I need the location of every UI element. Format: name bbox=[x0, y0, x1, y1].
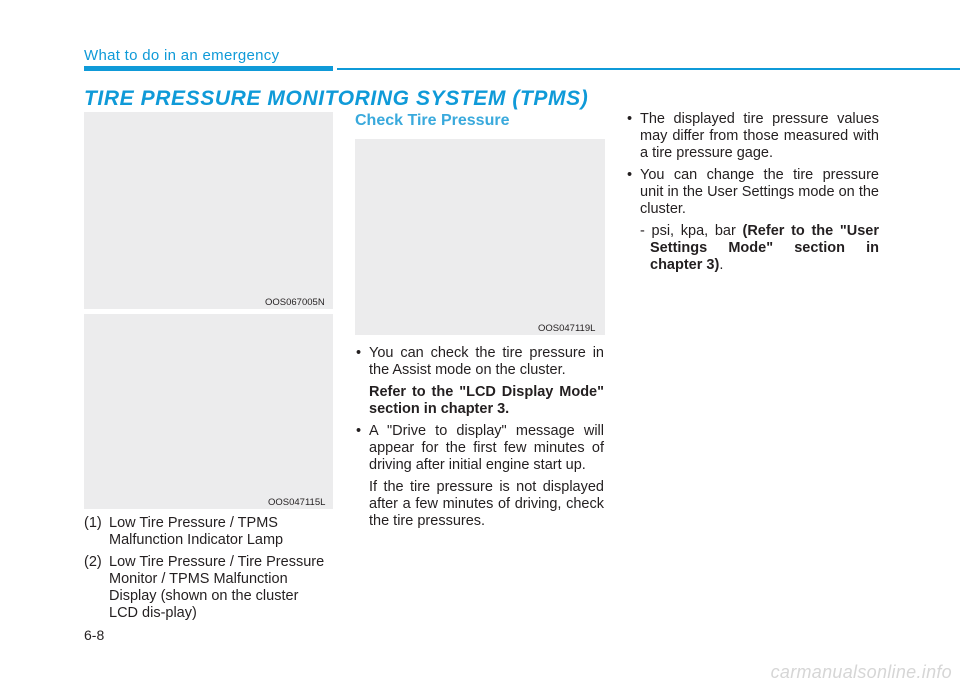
list-item-note: Refer to the "LCD Display Mode" section in chapter 3. bbox=[369, 384, 604, 417]
caption-item bbox=[84, 515, 329, 549]
bullet-glyph: • bbox=[627, 111, 633, 127]
page-number: 6-8 bbox=[84, 627, 105, 643]
list-item bbox=[626, 111, 879, 162]
list-item-text: You can change the tire pressure unit in the User Settings mode on the cluster. bbox=[640, 167, 879, 217]
cluster-indicator-image bbox=[84, 112, 333, 309]
watermark: carmanualsonline.info bbox=[770, 662, 952, 682]
cluster-lcd-image bbox=[84, 314, 333, 509]
unit-options-note bbox=[640, 223, 879, 274]
list-item-text: The displayed tire pressure values may differ from those measured with a tire pressure gage. bbox=[640, 111, 879, 161]
header-rule-thin bbox=[337, 68, 960, 70]
unit-options-suffix: . bbox=[719, 257, 724, 273]
check-bullet-list bbox=[355, 345, 604, 535]
right-bullet-list bbox=[626, 111, 879, 279]
caption-number: (2) bbox=[84, 554, 102, 570]
caption-item bbox=[84, 554, 329, 622]
unit-options-reference: (Refer to the "User Settings Mode" section in chapter 3) bbox=[650, 223, 880, 273]
bullet-glyph: • bbox=[356, 423, 362, 439]
list-item bbox=[355, 345, 604, 418]
caption-number: (1) bbox=[84, 515, 102, 531]
figure-code: OOS047115L bbox=[268, 497, 326, 508]
figure-code: OOS047119L bbox=[538, 323, 596, 334]
list-item-text: A "Drive to display" message will appear for the first few minutes of driving after initial engine start up. bbox=[369, 423, 604, 473]
list-item-note: If the tire pressure is not displayed after a few minutes of driving, check the tire pressures. bbox=[369, 479, 604, 529]
page-title: TIRE PRESSURE MONITORING SYSTEM (TPMS) bbox=[84, 87, 589, 110]
unit-options-text: - psi, kpa, bar bbox=[640, 223, 743, 239]
header-rule-thick bbox=[84, 66, 333, 71]
list-item-text: You can check the tire pressure in the Assist mode on the cluster. bbox=[369, 345, 604, 378]
bullet-glyph: • bbox=[356, 345, 362, 361]
figure-captions bbox=[84, 515, 329, 627]
tire-pressure-display-image bbox=[355, 139, 605, 335]
section-header: What to do in an emergency bbox=[84, 47, 280, 64]
list-item bbox=[626, 167, 879, 274]
caption-text: Low Tire Pressure / TPMS Malfunction Indicator Lamp bbox=[109, 515, 284, 548]
bullet-glyph: • bbox=[627, 167, 633, 183]
check-tire-pressure-heading: Check Tire Pressure bbox=[355, 112, 510, 129]
figure-code: OOS067005N bbox=[265, 297, 325, 308]
list-item bbox=[355, 423, 604, 530]
caption-text: Low Tire Pressure / Tire Pressure Monitor / TPMS Malfunction Display (shown on the cluster LCD dis-play) bbox=[109, 554, 325, 621]
